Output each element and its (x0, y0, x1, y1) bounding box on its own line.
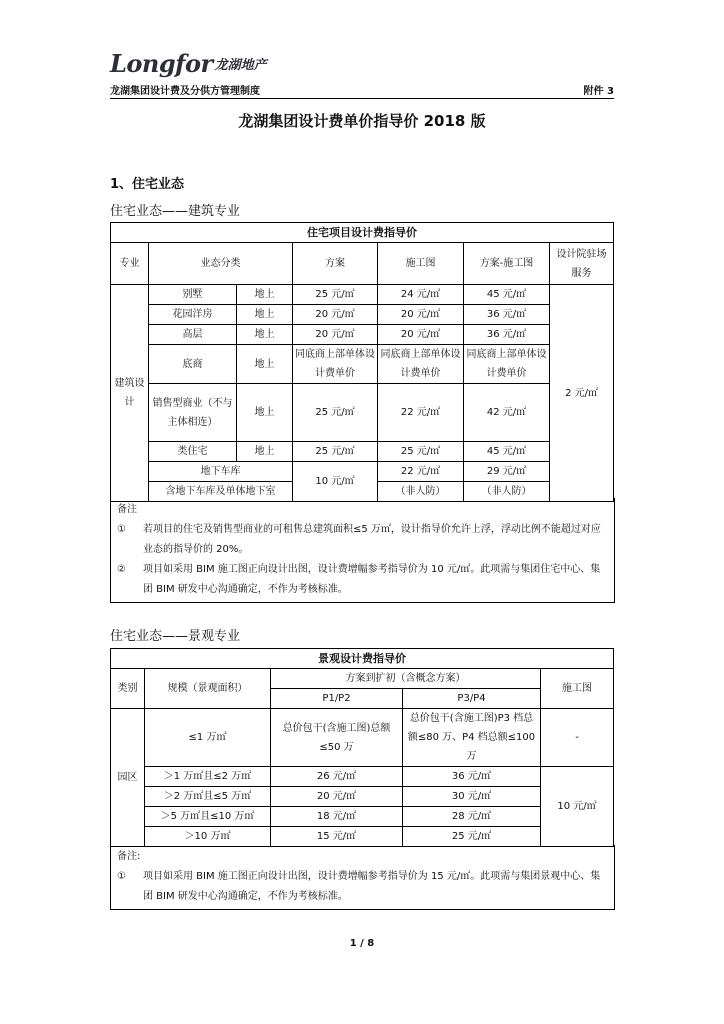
landscape-notes (110, 845, 615, 910)
table-cell: 25 元/㎡ (293, 442, 378, 462)
note-text: 若项目的住宅及销售型商业的可租售总建筑面积≤5 万㎡，设计指导价允许上浮，浮动比例不能超过对应业态的指导价的 20%。 (143, 524, 601, 555)
table-cell: 30 元/㎡ (403, 787, 541, 807)
table-cell: 含地下车库及单体地下室 (149, 482, 293, 502)
table-cell: 别墅 (149, 285, 237, 305)
note-item (117, 560, 608, 600)
table-cell: 22 元/㎡ (378, 384, 464, 442)
table-cell: 地下车库 (149, 462, 293, 482)
subsection-architecture: 住宅业态——建筑专业 (110, 204, 241, 219)
col-header: 专业 (111, 243, 149, 285)
table-cell: 同底商上部单体设计费单价 (378, 345, 464, 384)
table-cell: ＞1 万㎡且≤2 万㎡ (145, 767, 271, 787)
table-cell: 20 元/㎡ (293, 305, 378, 325)
table-cell: 18 元/㎡ (271, 807, 403, 827)
site-service-cell: 2 元/㎡ (550, 285, 614, 502)
table-cell: - (541, 709, 614, 767)
page-title: 龙湖集团设计费单价指导价 2018 版 (238, 112, 486, 130)
table-cell: ＞2 万㎡且≤5 万㎡ (145, 787, 271, 807)
col-header: 方案 (293, 243, 378, 285)
table-cell: 地上 (237, 285, 293, 305)
table-cell: 22 元/㎡ (378, 462, 464, 482)
table-cell: 28 元/㎡ (403, 807, 541, 827)
col-header: 施工图 (541, 669, 614, 709)
discipline-cell: 建筑设计 (111, 285, 149, 502)
table-cell: 总价包干(含施工图)总额≤50 万 (271, 709, 403, 767)
table-cell: 地上 (237, 384, 293, 442)
col-header: P3/P4 (403, 689, 541, 709)
table-cell: 地上 (237, 305, 293, 325)
table-cell: 42 元/㎡ (464, 384, 550, 442)
note-item (117, 867, 608, 907)
table-cell: ＞5 万㎡且≤10 万㎡ (145, 807, 271, 827)
table-cell: 25 元/㎡ (293, 384, 378, 442)
col-header: 规模（景观面积） (145, 669, 271, 709)
table-cell: 20 元/㎡ (378, 305, 464, 325)
table-cell: ≤1 万㎡ (145, 709, 271, 767)
table-cell: （非人防） (464, 482, 550, 502)
table-cell: 总价包干(含施工图)P3 档总额≤80 万、P4 档总额≤100 万 (403, 709, 541, 767)
subsection-landscape: 住宅业态——景观专业 (110, 629, 241, 644)
table-cell: 高层 (149, 325, 237, 345)
table-cell: 地上 (237, 325, 293, 345)
col-header: 方案-施工图 (464, 243, 550, 285)
section-heading: 1、住宅业态 (110, 177, 185, 192)
header-divider (110, 98, 614, 99)
table-cell: 45 元/㎡ (464, 285, 550, 305)
note-text: 项目如采用 BIM 施工图正向设计出图，设计费增幅参考指导价为 15 元/㎡。此项需与集团景观中心、集团 BIM 研发中心沟通确定，不作为考核标准。 (143, 871, 601, 902)
table-caption: 景观设计费指导价 (111, 649, 614, 669)
note-item (117, 520, 608, 560)
table-cell: 类住宅 (149, 442, 237, 462)
col-header: 类别 (111, 669, 145, 709)
note-mark: ① (117, 871, 126, 882)
table-cell: 25 元/㎡ (293, 285, 378, 305)
category-cell: 园区 (111, 709, 145, 847)
note-mark: ② (117, 564, 126, 575)
table-cell: 20 元/㎡ (293, 325, 378, 345)
table-cell: 同底商上部单体设计费单价 (464, 345, 550, 384)
table-cell: 10 元/㎡ (293, 462, 378, 502)
table-cell: 地上 (237, 345, 293, 384)
logo-text-cn: 龙湖地产 (214, 57, 267, 73)
page-header (110, 82, 614, 98)
table-cell: 36 元/㎡ (464, 305, 550, 325)
table-cell: 36 元/㎡ (403, 767, 541, 787)
table-cell: 36 元/㎡ (464, 325, 550, 345)
table-cell: 地上 (237, 442, 293, 462)
architecture-notes (110, 498, 615, 603)
table-caption: 住宅项目设计费指导价 (111, 223, 614, 243)
table-cell: 20 元/㎡ (378, 325, 464, 345)
table-cell: 45 元/㎡ (464, 442, 550, 462)
note-mark: ① (117, 524, 126, 535)
col-header: 业态分类 (149, 243, 293, 285)
company-logo (110, 46, 267, 80)
col-header: 设计院驻场服务 (550, 243, 614, 285)
architecture-fee-table (110, 222, 614, 502)
table-cell: 25 元/㎡ (403, 827, 541, 847)
table-cell: 24 元/㎡ (378, 285, 464, 305)
table-cell: 销售型商业（不与主体相连） (149, 384, 237, 442)
table-cell: 29 元/㎡ (464, 462, 550, 482)
note-text: 项目如采用 BIM 施工图正向设计出图，设计费增幅参考指导价为 10 元/㎡。此项需与集团住宅中心、集团 BIM 研发中心沟通确定，不作为考核标准。 (143, 564, 601, 595)
landscape-fee-table (110, 648, 614, 847)
table-cell: 25 元/㎡ (378, 442, 464, 462)
page-number: 1 / 8 (349, 938, 375, 949)
table-cell: 同底商上部单体设计费单价 (293, 345, 378, 384)
col-header: 施工图 (378, 243, 464, 285)
logo-text-en: Longfor (110, 48, 213, 78)
notes-label: 备注 (117, 504, 137, 515)
notes-label: 备注: (117, 851, 141, 862)
table-cell: 20 元/㎡ (271, 787, 403, 807)
col-header: P1/P2 (271, 689, 403, 709)
header-attachment: 附件 3 (583, 86, 614, 97)
table-cell: 底商 (149, 345, 237, 384)
table-cell: 26 元/㎡ (271, 767, 403, 787)
header-doc-name: 龙湖集团设计费及分供方管理制度 (110, 86, 260, 97)
table-cell: ＞10 万㎡ (145, 827, 271, 847)
table-cell: （非人防） (378, 482, 464, 502)
table-cell: 10 元/㎡ (541, 767, 614, 847)
table-cell: 花园洋房 (149, 305, 237, 325)
table-cell: 15 元/㎡ (271, 827, 403, 847)
col-header: 方案到扩初（含概念方案） (271, 669, 541, 689)
